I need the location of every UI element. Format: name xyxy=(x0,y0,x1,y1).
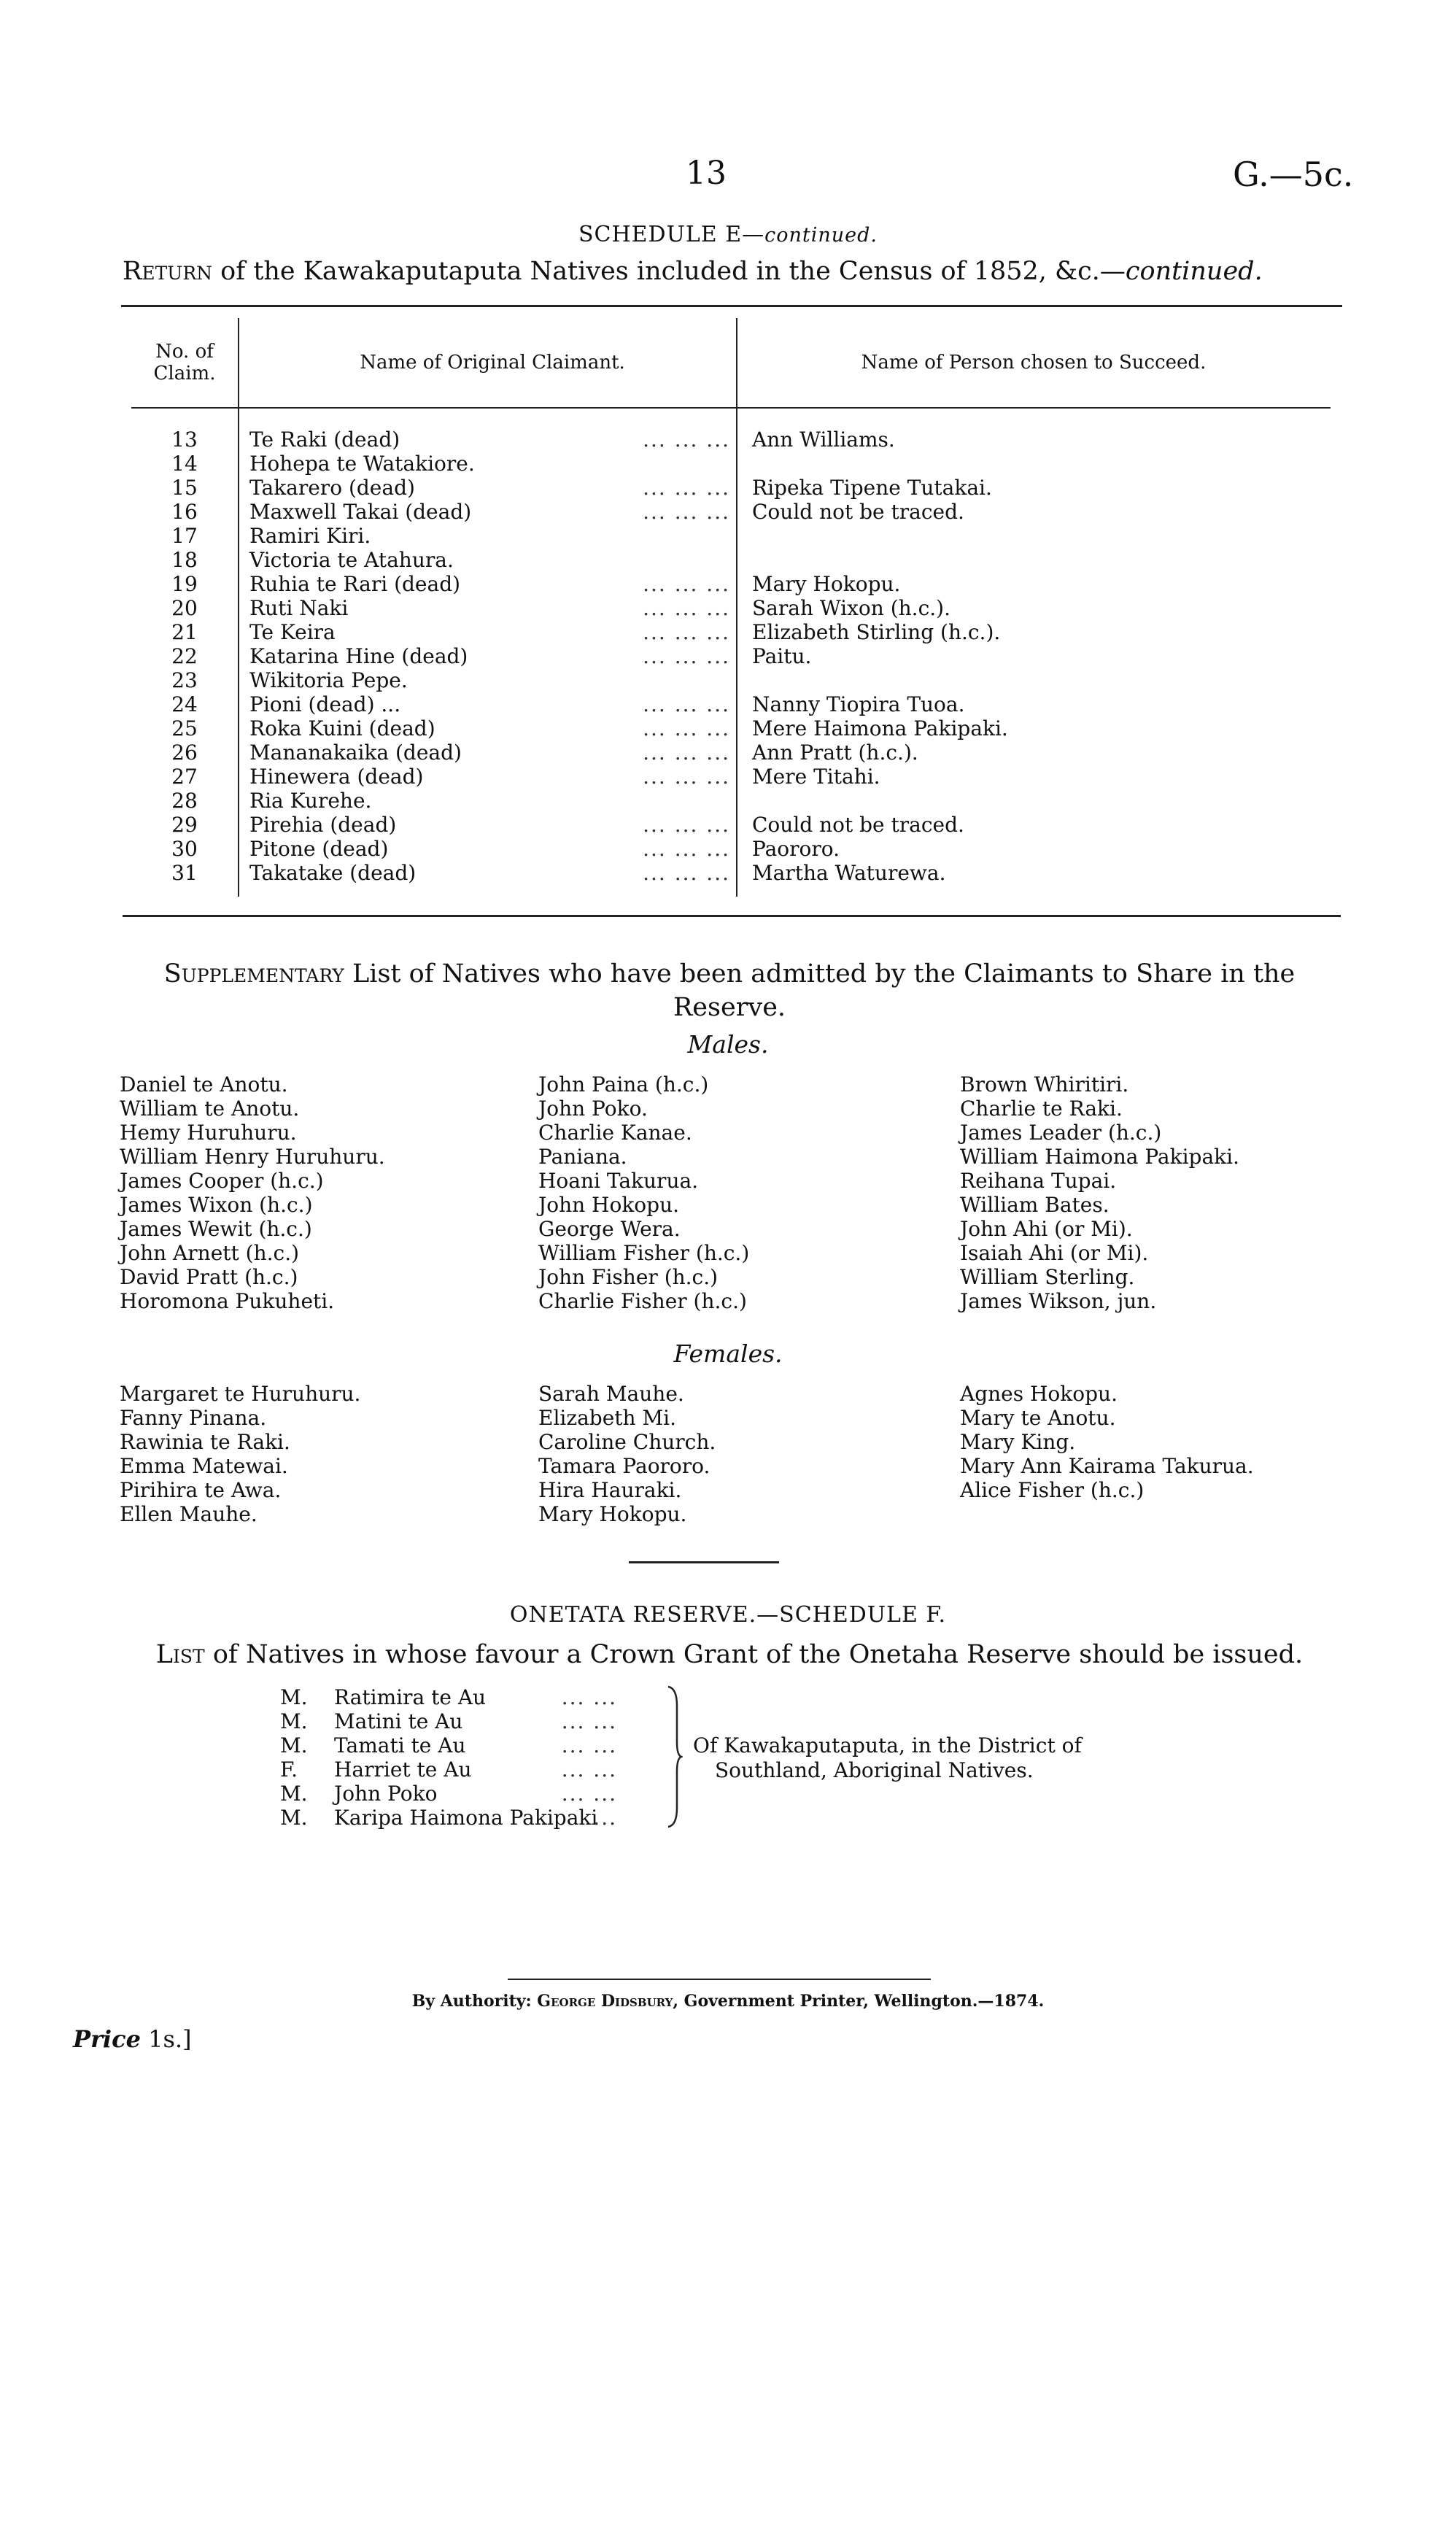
claim-number: 20 xyxy=(131,596,239,620)
grant-row xyxy=(280,1782,617,1806)
claimant-cell xyxy=(239,524,737,548)
list-item: William Haimona Pakipaki. xyxy=(960,1145,1239,1169)
list-item: Tamara Paororo. xyxy=(538,1454,710,1478)
males-column-2 xyxy=(538,1072,749,1313)
claimant-name: Pitone (dead) xyxy=(249,837,389,861)
return-title xyxy=(123,257,1355,286)
claimant-name: Maxwell Takai (dead) xyxy=(249,500,472,524)
claimant-name: Takarero (dead) xyxy=(249,476,415,500)
grant-name-cell xyxy=(334,1685,617,1709)
authority-line xyxy=(0,1992,1456,2011)
claimant-name: Mananakaika (dead) xyxy=(249,740,462,765)
table-bottom-rule xyxy=(123,915,1341,917)
successor-name xyxy=(737,789,1331,813)
list-item: William Fisher (h.c.) xyxy=(538,1241,750,1265)
claim-number: 24 xyxy=(131,692,239,716)
claimant-cell xyxy=(239,476,737,500)
table-row xyxy=(131,476,1331,500)
claimant-cell xyxy=(239,548,737,572)
table-row xyxy=(131,524,1331,548)
list-item: Alice Fisher (h.c.) xyxy=(960,1478,1145,1502)
claimant-name: Roka Kuini (dead) xyxy=(249,716,435,740)
supplementary-title xyxy=(109,957,1349,1024)
claimant-name: Ruti Naki xyxy=(249,596,349,620)
claims-table xyxy=(131,318,1331,897)
document-reference: G.—5c. xyxy=(1233,155,1354,194)
table-row xyxy=(131,644,1331,668)
leader-dots: ... ... ... xyxy=(643,572,730,596)
page-number: 13 xyxy=(686,155,727,192)
successor-name: Sarah Wixon (h.c.). xyxy=(752,596,950,620)
claim-number: 23 xyxy=(131,668,239,692)
table-row xyxy=(131,740,1331,765)
claimant-cell xyxy=(239,644,737,668)
list-item: John Ahi (or Mi). xyxy=(960,1217,1133,1241)
list-item: William te Anotu. xyxy=(120,1097,300,1121)
list-item: Charlie Kanae. xyxy=(538,1121,692,1145)
list-title-text: of Natives in whose favour a Crown Grant of the Onetaha Reserve should be issued. xyxy=(204,1640,1304,1669)
leader-dots: ... xyxy=(593,1806,617,1830)
leader-dots: ... ... ... xyxy=(643,765,730,789)
list-item: Margaret te Huruhuru. xyxy=(120,1382,361,1406)
claim-number: 16 xyxy=(131,500,239,524)
grant-row xyxy=(280,1733,617,1757)
claimant-cell xyxy=(239,716,737,740)
females-column-2 xyxy=(538,1382,716,1526)
claim-number: 21 xyxy=(131,620,239,644)
table-row xyxy=(131,596,1331,620)
leader-dots: ... ... ... xyxy=(643,716,730,740)
grant-row xyxy=(280,1757,617,1782)
schedule-e-title xyxy=(0,222,1456,247)
return-continued: continued. xyxy=(1125,257,1263,286)
claim-number: 31 xyxy=(131,861,239,897)
list-item: Elizabeth Mi. xyxy=(538,1406,676,1430)
list-item: Sarah Mauhe. xyxy=(538,1382,684,1406)
successor-name: Could not be traced. xyxy=(752,813,964,837)
successor-name xyxy=(737,548,1331,572)
table-row xyxy=(131,765,1331,789)
grant-name-cell xyxy=(334,1806,617,1830)
females-heading: Females. xyxy=(673,1339,783,1368)
grant-description-line-1: Of Kawakaputaputa, in the District of xyxy=(693,1733,1082,1757)
claimant-cell xyxy=(239,572,737,596)
claimant-name: Wikitoria Pepe. xyxy=(249,668,408,692)
list-item: Hoani Takurua. xyxy=(538,1169,699,1193)
grant-list xyxy=(280,1685,617,1830)
list-item: Hemy Huruhuru. xyxy=(120,1121,297,1145)
claim-number: 27 xyxy=(131,765,239,789)
claimant-name: Te Keira xyxy=(249,620,336,644)
price-note xyxy=(73,2025,192,2053)
leader-dots: ... ... ... xyxy=(643,620,730,644)
list-item: William Sterling. xyxy=(960,1265,1135,1289)
grant-sex: M. xyxy=(280,1685,308,1709)
claimant-cell xyxy=(239,452,737,476)
successor-name: Ann Pratt (h.c.). xyxy=(752,740,918,765)
list-item: Charlie Fisher (h.c.) xyxy=(538,1289,747,1313)
grant-name-cell xyxy=(334,1757,617,1782)
claim-number: 14 xyxy=(131,452,239,476)
list-item: Rawinia te Raki. xyxy=(120,1430,290,1454)
claim-number: 15 xyxy=(131,476,239,500)
list-item: Pirihira te Awa. xyxy=(120,1478,282,1502)
successor-name: Elizabeth Stirling (h.c.). xyxy=(752,620,1001,644)
list-item: Fanny Pinana. xyxy=(120,1406,267,1430)
claimant-cell xyxy=(239,765,737,789)
males-column-1 xyxy=(120,1072,385,1313)
header-claim-number: No. of Claim. xyxy=(131,318,239,408)
successor-name: Ripeka Tipene Tutakai. xyxy=(752,476,992,500)
table-row xyxy=(131,500,1331,524)
table-row xyxy=(131,572,1331,596)
claimant-cell xyxy=(239,740,737,765)
leader-dots: ... ... ... xyxy=(643,837,730,861)
claimant-name: Ruhia te Rari (dead) xyxy=(249,572,461,596)
table-row xyxy=(131,668,1331,692)
claim-number: 29 xyxy=(131,813,239,837)
grant-sex: M. xyxy=(280,1782,308,1806)
grant-name-cell xyxy=(334,1733,617,1757)
supplementary-title-text: List of Natives who have been admitted by the Claimants to Share in the Reserve. xyxy=(344,959,1296,1022)
list-item: Reihana Tupai. xyxy=(960,1169,1117,1193)
table-row xyxy=(131,452,1331,476)
section-divider xyxy=(629,1561,779,1563)
grant-name: Harriet te Au xyxy=(334,1757,472,1782)
list-item: John Paina (h.c.) xyxy=(538,1072,709,1097)
schedule-e-continued: continued. xyxy=(764,224,878,247)
list-item: James Wewit (h.c.) xyxy=(120,1217,312,1241)
table-row xyxy=(131,408,1331,452)
claimant-cell xyxy=(239,813,737,837)
list-item: Brown Whiritiri. xyxy=(960,1072,1129,1097)
list-item: Charlie te Raki. xyxy=(960,1097,1123,1121)
successor-name: Paororo. xyxy=(752,837,840,861)
table-row xyxy=(131,548,1331,572)
list-item: John Fisher (h.c.) xyxy=(538,1265,719,1289)
list-item: Emma Matewai. xyxy=(120,1454,288,1478)
list-item: Mary Ann Kairama Takurua. xyxy=(960,1454,1254,1478)
successor-name xyxy=(737,452,1331,476)
grant-description xyxy=(693,1733,1082,1783)
claimant-name: Ria Kurehe. xyxy=(249,789,372,813)
leader-dots: ... ... xyxy=(561,1709,617,1733)
list-item: James Wikson, jun. xyxy=(960,1289,1157,1313)
table-row xyxy=(131,837,1331,861)
claim-number: 13 xyxy=(131,408,239,452)
grant-name: Ratimira te Au xyxy=(334,1685,487,1709)
list-item: George Wera. xyxy=(538,1217,681,1241)
successor-name: Mere Titahi. xyxy=(752,765,880,789)
list-item: Hira Hauraki. xyxy=(538,1478,682,1502)
claim-number: 25 xyxy=(131,716,239,740)
claimant-cell xyxy=(239,500,737,524)
return-title-text: of the Kawakaputaputa Natives included in the Census of 1852, &c.— xyxy=(212,257,1126,286)
list-item: John Hokopu. xyxy=(538,1193,680,1217)
list-item: John Arnett (h.c.) xyxy=(120,1241,300,1265)
grant-name: John Poko xyxy=(334,1782,438,1806)
table-row xyxy=(131,692,1331,716)
list-item: David Pratt (h.c.) xyxy=(120,1265,298,1289)
table-row xyxy=(131,789,1331,813)
list-item: William Bates. xyxy=(960,1193,1110,1217)
claimant-cell xyxy=(239,408,737,452)
claim-number: 28 xyxy=(131,789,239,813)
printer-name: George Didsbury xyxy=(537,1992,673,2011)
claimant-name: Pirehia (dead) xyxy=(249,813,397,837)
list-item: Horomona Pukuheti. xyxy=(120,1289,335,1313)
list-item: James Cooper (h.c.) xyxy=(120,1169,324,1193)
claimant-cell xyxy=(239,668,737,692)
grant-sex: F. xyxy=(280,1757,298,1782)
leader-dots: ... ... xyxy=(561,1757,617,1782)
successor-name: Mere Haimona Pakipaki. xyxy=(752,716,1008,740)
list-item: Ellen Mauhe. xyxy=(120,1502,257,1526)
claim-number: 17 xyxy=(131,524,239,548)
table-row xyxy=(131,861,1331,897)
list-item: James Leader (h.c.) xyxy=(960,1121,1162,1145)
list-item: William Henry Huruhuru. xyxy=(120,1145,385,1169)
grant-name: Matini te Au xyxy=(334,1709,463,1733)
leader-dots: ... ... ... xyxy=(643,428,730,452)
claimant-cell xyxy=(239,789,737,813)
leader-dots: ... ... ... xyxy=(643,596,730,620)
successor-name xyxy=(737,668,1331,692)
leader-dots: ... ... ... xyxy=(643,692,730,716)
claimant-cell xyxy=(239,692,737,716)
grant-name-cell xyxy=(334,1709,617,1733)
onetata-title: ONETATA RESERVE.—SCHEDULE F. xyxy=(509,1602,947,1628)
successor-name: Paitu. xyxy=(752,644,812,668)
successor-name: Nanny Tiopira Tuoa. xyxy=(752,692,965,716)
grant-row xyxy=(280,1685,617,1709)
successor-name: Could not be traced. xyxy=(752,500,964,524)
price-value: 1s.] xyxy=(140,2025,192,2053)
leader-dots: ... ... ... xyxy=(643,813,730,837)
header-successor: Name of Person chosen to Succeed. xyxy=(737,318,1331,408)
table-row xyxy=(131,716,1331,740)
claimant-name: Hohepa te Watakiore. xyxy=(249,452,475,476)
list-item: Daniel te Anotu. xyxy=(120,1072,288,1097)
claims-table-header xyxy=(131,318,1331,408)
list-item: Mary Hokopu. xyxy=(538,1502,687,1526)
list-item: Mary King. xyxy=(960,1430,1076,1454)
claims-table-body xyxy=(131,408,1331,897)
table-top-rule xyxy=(121,305,1342,307)
price-label: Price xyxy=(73,2025,141,2053)
leader-dots: ... ... ... xyxy=(643,500,730,524)
males-heading: Males. xyxy=(687,1030,769,1059)
schedule-e-title-text: SCHEDULE E— xyxy=(578,222,765,247)
leader-dots: ... ... xyxy=(561,1782,617,1806)
leader-dots: ... ... ... xyxy=(643,740,730,765)
claimant-cell xyxy=(239,837,737,861)
grant-sex: M. xyxy=(280,1733,308,1757)
females-column-3 xyxy=(960,1382,1254,1502)
leader-dots: ... ... ... xyxy=(643,644,730,668)
claim-number: 22 xyxy=(131,644,239,668)
brace-icon xyxy=(665,1684,683,1830)
claimant-name: Te Raki (dead) xyxy=(249,428,400,452)
grant-sex: M. xyxy=(280,1709,308,1733)
authority-prefix: By Authority: xyxy=(411,1992,538,2011)
claimant-name: Takatake (dead) xyxy=(249,861,417,885)
successor-name: Ann Williams. xyxy=(752,428,895,452)
leader-dots: ... ... ... xyxy=(643,861,730,885)
list-item: Paniana. xyxy=(538,1145,627,1169)
list-item: Mary te Anotu. xyxy=(960,1406,1116,1430)
list-item: Agnes Hokopu. xyxy=(960,1382,1118,1406)
list-word: List xyxy=(155,1640,205,1669)
header-original-claimant: Name of Original Claimant. xyxy=(239,318,737,408)
table-row xyxy=(131,813,1331,837)
claim-number: 30 xyxy=(131,837,239,861)
successor-name xyxy=(737,524,1331,548)
claimant-cell xyxy=(239,620,737,644)
females-column-1 xyxy=(120,1382,360,1526)
claimant-name: Katarina Hine (dead) xyxy=(249,644,468,668)
grant-name: Tamati te Au xyxy=(334,1733,466,1757)
list-item: Isaiah Ahi (or Mi). xyxy=(960,1241,1149,1265)
leader-dots: ... ... ... xyxy=(643,476,730,500)
grant-name-cell xyxy=(334,1782,617,1806)
list-item: James Wixon (h.c.) xyxy=(120,1193,313,1217)
successor-name: Mary Hokopu. xyxy=(752,572,901,596)
return-word: Return xyxy=(123,257,213,286)
claimant-name: Pioni (dead) ... xyxy=(249,692,401,716)
claimant-cell xyxy=(239,596,737,620)
claim-number: 18 xyxy=(131,548,239,572)
claimant-cell xyxy=(239,861,737,897)
grant-row xyxy=(280,1709,617,1733)
claimant-name: Victoria te Atahura. xyxy=(249,548,454,572)
leader-dots: ... ... xyxy=(561,1685,617,1709)
list-item: John Poko. xyxy=(538,1097,648,1121)
grant-row xyxy=(280,1806,617,1830)
claimant-name: Ramiri Kiri. xyxy=(249,524,371,548)
successor-name: Martha Waturewa. xyxy=(752,861,946,885)
grant-description-line-2: Southland, Aboriginal Natives. xyxy=(715,1758,1034,1782)
claimant-name: Hinewera (dead) xyxy=(249,765,424,789)
supplementary-word: Supplementary xyxy=(163,959,344,989)
leader-dots: ... ... xyxy=(561,1733,617,1757)
grant-sex: M. xyxy=(280,1806,308,1830)
table-row xyxy=(131,620,1331,644)
claim-number: 26 xyxy=(131,740,239,765)
males-column-3 xyxy=(960,1072,1239,1313)
authority-rule xyxy=(508,1979,931,1980)
claim-number: 19 xyxy=(131,572,239,596)
authority-suffix: , Government Printer, Wellington.—1874. xyxy=(673,1992,1045,2011)
grant-name: Karipa Haimona Pakipaki xyxy=(334,1806,598,1830)
list-item: Caroline Church. xyxy=(538,1430,716,1454)
onetata-list-title xyxy=(109,1640,1349,1669)
